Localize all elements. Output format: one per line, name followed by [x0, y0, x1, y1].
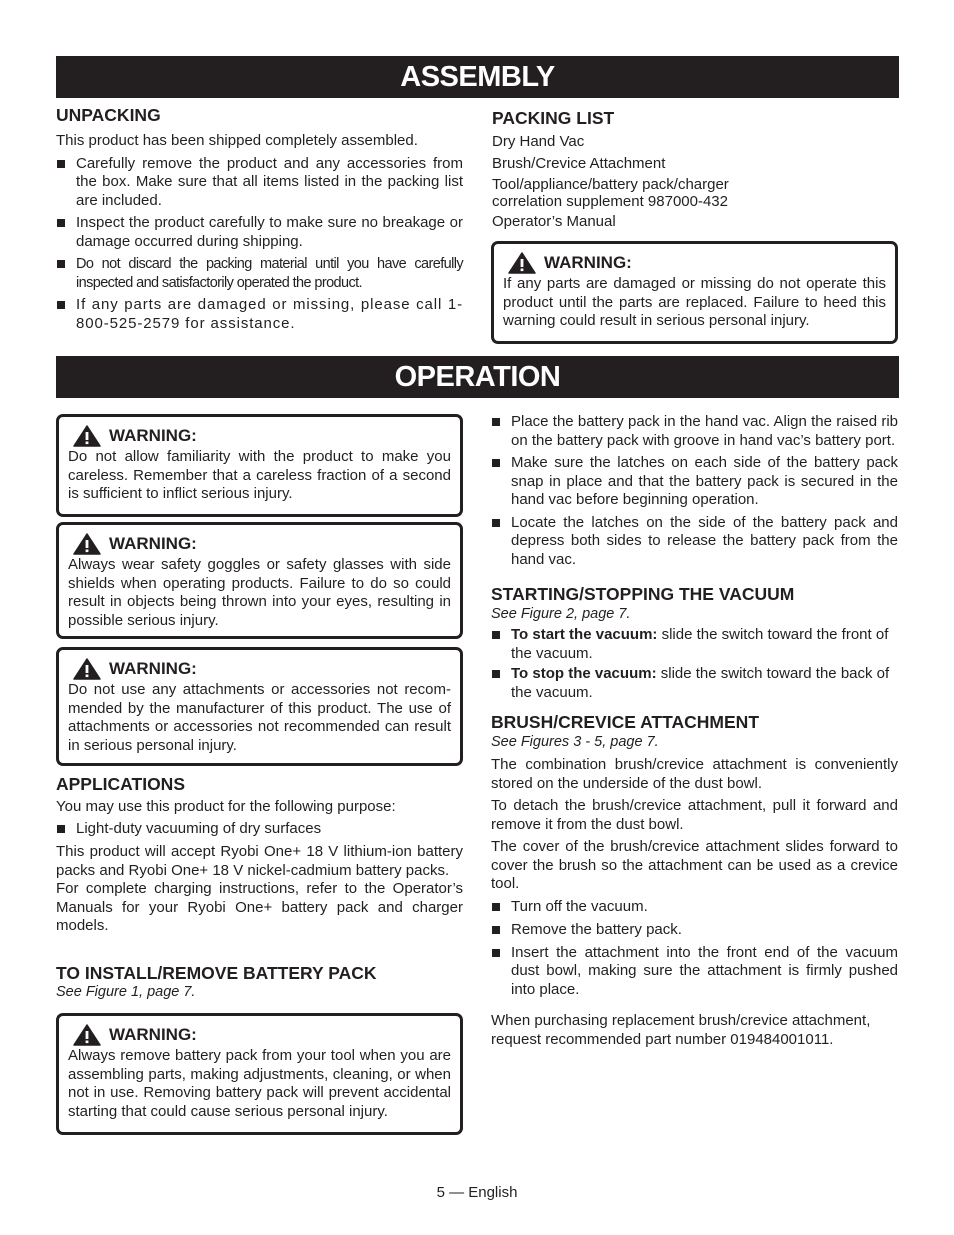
- warning-triangle-icon: [73, 533, 101, 555]
- brush-storage-text: The combination brush/crevice attachment is conveniently stored on the underside of the dust bowl.: [491, 756, 898, 792]
- install-section: [56, 963, 463, 1001]
- install-heading: TO INSTALL/REMOVE BATTERY PACK: [56, 963, 377, 983]
- brush-figure-ref: See Figures 3 - 5, page 7.: [491, 734, 659, 750]
- warning-title: [68, 1024, 451, 1046]
- list-item: [491, 626, 898, 663]
- list-item: Insert the attachment into the front end of the vacuum dust bowl, making sure the attachment is firmly pushed into place.: [491, 944, 898, 1000]
- packing-list-heading: PACKING LIST: [492, 108, 615, 128]
- list-item: Do not discard the packing material until you have carefully inspected and satisfactorily operated the product.: [56, 255, 463, 292]
- assembly-banner: ASSEMBLY: [56, 56, 899, 98]
- list-item: Remove the battery pack.: [491, 921, 898, 940]
- warning-triangle-icon: [508, 252, 536, 274]
- list-item: Locate the latches on the side of the battery pack and depress both sides to release the battery pack from the hand vac.: [491, 514, 898, 570]
- warning-triangle-icon: [73, 1024, 101, 1046]
- warning-text: Do not allow familiarity with the product to make you careless. Remember that a careless fraction of a second is sufficient to inflict serious injury.: [68, 448, 451, 502]
- list-item: Turn off the vacuum.: [491, 898, 898, 917]
- applications-charging-text: For complete charging instructions, refer to the Operator’s Manuals for your Ryobi One+ battery pack and charger models.: [56, 880, 463, 934]
- install-figure-ref: See Figure 1, page 7.: [56, 984, 196, 1000]
- unpacking-list: [56, 155, 463, 334]
- warning-title: [68, 658, 451, 680]
- start-lead: To start the vacuum:: [511, 626, 658, 643]
- warning-box: [56, 414, 463, 517]
- unpacking-section: [56, 105, 463, 333]
- warning-text: Always remove battery pack from your tool when you are assembling parts, making adjustments, cleaning, or when not in use. Removing battery pack will prevent accidental starting that could cause serious personal injury.: [68, 1047, 451, 1120]
- warning-box: [491, 241, 898, 344]
- warning-text: If any parts are damaged or missing do not operate this product until the parts are replaced. Failure to heed this warning could result in serious personal injury.: [503, 275, 886, 329]
- warning-box: [56, 1013, 463, 1135]
- operation-banner: OPERATION: [56, 356, 899, 398]
- applications-battery-text: This product will accept Ryobi One+ 18 V lithium-ion battery packs and Ryobi One+ 18 V nickel-cadmium battery packs.: [56, 843, 463, 879]
- applications-intro: You may use this product for the following purpose:: [56, 798, 396, 815]
- list-item: Carefully remove the product and any accessories from the box. Make sure that all items listed in the packing list are included.: [56, 155, 463, 211]
- warning-label: WARNING:: [109, 426, 197, 445]
- list-item: Place the battery pack in the hand vac. Align the raised rib on the battery pack with groove in hand vac’s battery port.: [491, 413, 898, 450]
- brush-cover-text: The cover of the brush/crevice attachment slides forward to cover the brush so the attachment can be used as a crevice tool.: [491, 838, 898, 892]
- warning-title: [68, 425, 451, 447]
- warning-title: [503, 252, 886, 274]
- page-footer: 5 — English: [436, 1184, 518, 1201]
- brush-heading: BRUSH/CREVICE ATTACHMENT: [491, 712, 760, 732]
- list-item: If any parts are damaged or missing, please call 1-800-525-2579 for assistance.: [56, 296, 463, 333]
- warning-text: Do not use any attachments or accessories not recom-mended by the manufacturer of this product. The use of attachments or accessories not recommended can result in serious personal injury.: [68, 681, 451, 754]
- packing-item: Brush/Crevice Attachment: [492, 154, 666, 172]
- brush-list: [491, 898, 898, 1000]
- warning-label: WARNING:: [109, 534, 197, 553]
- starting-list: [491, 626, 898, 702]
- warning-label: WARNING:: [109, 1025, 197, 1044]
- warning-triangle-icon: [73, 425, 101, 447]
- applications-list: [56, 820, 463, 839]
- brush-detach-text: To detach the brush/crevice attachment, pull it forward and remove it from the dust bowl.: [491, 797, 898, 833]
- packing-item: Operator’s Manual: [492, 213, 616, 230]
- list-item: Inspect the product carefully to make sure no breakage or damage occurred during shipping.: [56, 214, 463, 251]
- install-list: [491, 413, 898, 569]
- unpacking-heading: UNPACKING: [56, 105, 161, 125]
- packing-item: Dry Hand Vac: [492, 133, 585, 150]
- starting-heading: STARTING/STOPPING THE VACUUM: [491, 584, 795, 604]
- warning-label: WARNING:: [109, 659, 197, 678]
- warning-box: [56, 647, 463, 766]
- list-item: Light-duty vacuuming of dry surfaces: [56, 820, 463, 839]
- operation-right-column: [491, 413, 898, 1049]
- start-text: slide the switch toward the front of the vacuum.: [511, 626, 889, 662]
- applications-heading: APPLICATIONS: [56, 774, 185, 794]
- brush-part-number-text: When purchasing replacement brush/crevice attachment, request recommended part number 019484001011.: [491, 1012, 871, 1048]
- stop-text: slide the switch toward the back of the vacuum.: [511, 665, 890, 701]
- warning-title: [68, 533, 451, 555]
- warning-triangle-icon: [73, 658, 101, 680]
- warning-text: Always wear safety goggles or safety glasses with side shields when operating products. Failure to do so could result in objects being thrown into your eyes, resulting in possible serious injury.: [68, 556, 451, 629]
- starting-figure-ref: See Figure 2, page 7.: [491, 606, 631, 622]
- list-item: [491, 665, 898, 702]
- stop-lead: To stop the vacuum:: [511, 665, 657, 682]
- warning-label: WARNING:: [544, 253, 632, 272]
- warning-box: [56, 522, 463, 639]
- packing-list-section: [492, 108, 782, 232]
- applications-section: [56, 774, 463, 936]
- unpacking-intro: This product has been shipped completely assembled.: [56, 132, 418, 149]
- packing-item: Tool/appliance/battery pack/charger correlation supplement 987000-432: [492, 176, 729, 210]
- list-item: Make sure the latches on each side of the battery pack snap in place and that the battery pack is secured in the hand vac before beginning operation.: [491, 454, 898, 510]
